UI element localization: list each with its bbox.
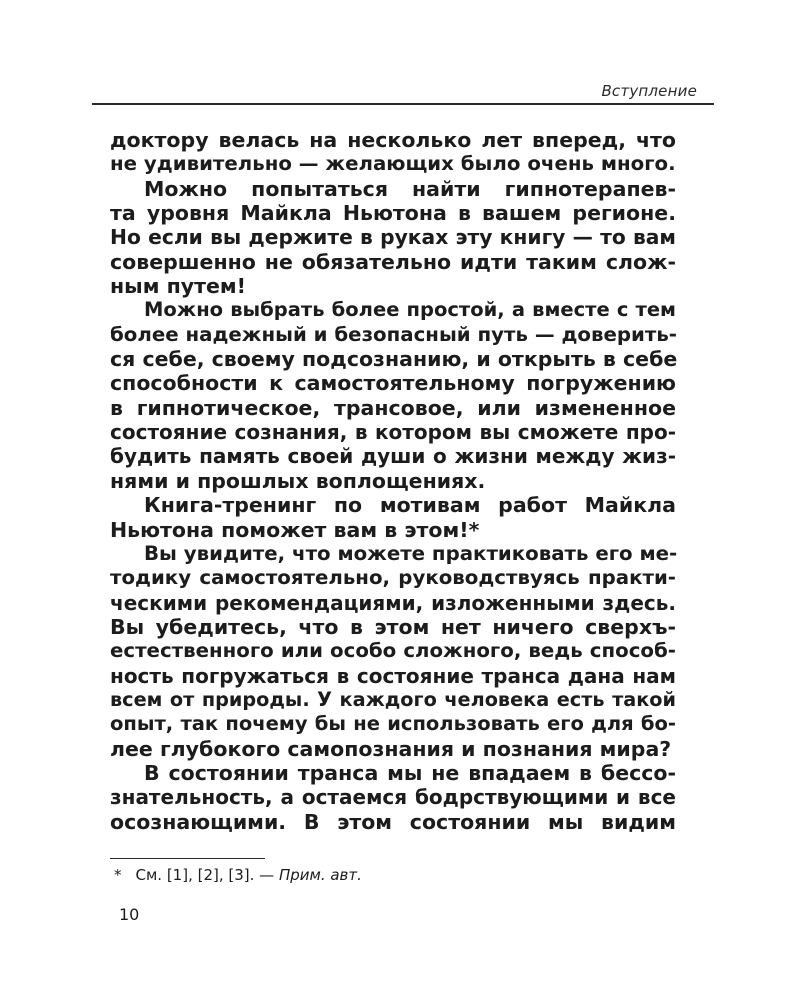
text-line: более надежный и безопасный путь — доверить- [110, 322, 678, 346]
text-line: нями и прошлых воплощениях. [110, 468, 486, 493]
text-line: естественного или особо сложного, ведь способ- [110, 639, 676, 663]
footnote [114, 866, 362, 884]
text-line: состояние сознания, в котором вы сможете про- [110, 420, 676, 445]
text-line: лее глубокого самопознания и познания мира? [110, 736, 672, 761]
running-head: Вступление [601, 82, 697, 100]
text-line: ным путем! [110, 274, 247, 299]
text-line: в гипнотическое, трансовое, или измененное [110, 395, 676, 420]
footnote-text: См. [1], [2], [3]. — [135, 866, 275, 884]
text-line: ческими рекомендациями, изложенными здесь. [110, 590, 676, 615]
text-line: та уровня Майкла Ньютона в вашем регионе. [110, 201, 676, 226]
text-line: знательность, а остаемся бодрствующими и все [110, 785, 676, 810]
text-line: Можно выбрать более простой, а вместе с тем [144, 298, 676, 322]
text-line: способности к самостоятельному погружению [110, 371, 676, 396]
text-line: Вы увидите, что можете практиковать его ме- [144, 541, 678, 565]
text-line: осознающими. В этом состоянии мы видим [110, 809, 676, 834]
text-line: Можно попытаться найти гипнотерапев- [144, 176, 676, 201]
text-line: всем от природы. У каждого человека есть такой [110, 687, 676, 711]
footnote-rule [110, 858, 265, 859]
text-line: будить память своей души о жизни между жиз- [110, 444, 676, 469]
text-line: Книга-тренинг по мотивам работ Майкла [144, 493, 676, 518]
text-line: опыт, так почему бы не использовать его для бо- [110, 712, 676, 736]
footnote-mark: * [114, 866, 122, 884]
text-line: Ньютона поможет вам в этом!* [110, 517, 480, 542]
text-line: совершенно не обязательно идти таким слож- [110, 249, 676, 274]
text-line: ность погружаться в состояние транса дана нам [110, 663, 676, 688]
text-line: не удивительно — желающих было очень много. [110, 152, 676, 176]
text-line: ся себе, своему подсознанию, и открыть в себе [110, 347, 678, 372]
body-text [110, 128, 676, 834]
text-line: доктору велась на несколько лет вперед, что [110, 128, 676, 152]
text-line: В состоянии транса мы не впадаем в бессо- [144, 760, 676, 785]
text-line: Вы убедитесь, что в этом нет ничего сверхъ- [110, 614, 676, 639]
header-rule [92, 103, 714, 105]
page-number: 10 [119, 905, 140, 924]
text-line: Но если вы держите в руках эту книгу — то вам [110, 225, 676, 250]
text-line: тодику самостоятельно, руководствуясь практи- [110, 566, 676, 590]
footnote-author-note: Прим. авт. [278, 866, 362, 884]
